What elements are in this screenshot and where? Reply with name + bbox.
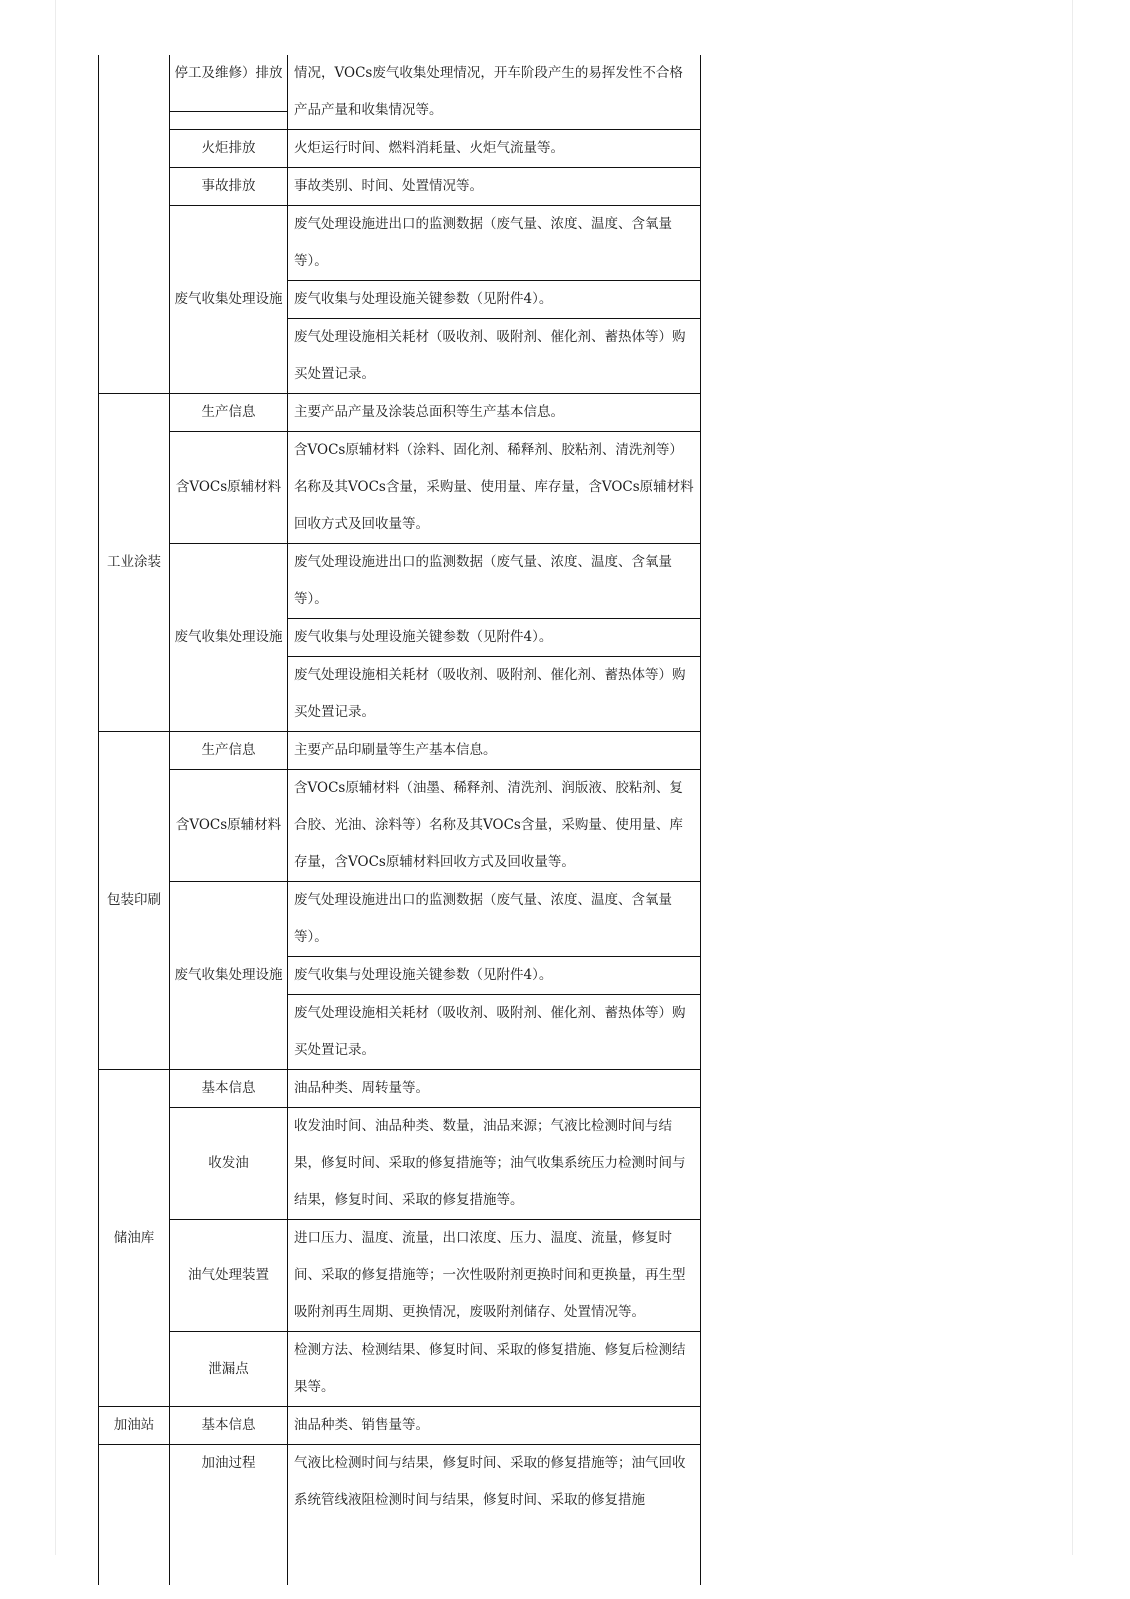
- table-row: [99, 732, 701, 770]
- table-row: [99, 130, 701, 168]
- content-cell: 主要产品印刷量等生产基本信息。: [288, 732, 701, 770]
- content-cell: 废气处理设施进出口的监测数据（废气量、浓度、温度、含氧量等）。: [288, 544, 701, 619]
- item-cell: 加油过程: [170, 1445, 288, 1585]
- category-cell: 包装印刷: [99, 732, 170, 1070]
- table-row: [99, 1220, 701, 1332]
- content-cell: 废气处理设施相关耗材（吸收剂、吸附剂、催化剂、蓄热体等）购买处置记录。: [288, 995, 701, 1070]
- content-cell: 气液比检测时间与结果，修复时间、采取的修复措施等；油气回收系统管线液阻检测时间与结果，修复时间、采取的修复措施: [288, 1445, 701, 1585]
- content-cell: 含VOCs原辅材料（涂料、固化剂、稀释剂、胶粘剂、清洗剂等）名称及其VOCs含量，采购量、使用量、库存量，含VOCs原辅材料回收方式及回收量等。: [288, 432, 701, 544]
- content-cell: 废气处理设施相关耗材（吸收剂、吸附剂、催化剂、蓄热体等）购买处置记录。: [288, 319, 701, 394]
- category-cell-continued: [99, 1445, 170, 1585]
- item-cell: 生产信息: [170, 732, 288, 770]
- content-cell: 进口压力、温度、流量，出口浓度、压力、温度、流量，修复时间、采取的修复措施等；一次性吸附剂更换时间和更换量，再生型吸附剂再生周期、更换情况，废吸附剂储存、处置情况等。: [288, 1220, 701, 1332]
- content-cell: 事故类别、时间、处置情况等。: [288, 168, 701, 206]
- table-row: [99, 544, 701, 619]
- page-edge-right: [1072, 0, 1073, 1555]
- item-cell: 废气收集处理设施: [170, 206, 288, 394]
- table-row: [99, 394, 701, 432]
- category-cell-continued: [99, 55, 170, 394]
- item-cell: 基本信息: [170, 1407, 288, 1445]
- category-cell: 加油站: [99, 1407, 170, 1445]
- item-cell: 含VOCs原辅材料: [170, 432, 288, 544]
- table-row: [99, 432, 701, 544]
- table-row: [99, 55, 701, 112]
- table-row: [99, 882, 701, 957]
- content-cell: 主要产品产量及涂装总面积等生产基本信息。: [288, 394, 701, 432]
- table-row: [99, 1070, 701, 1108]
- table-row: [99, 206, 701, 281]
- content-cell: 废气收集与处理设施关键参数（见附件4）。: [288, 957, 701, 995]
- voc-record-table: [98, 55, 701, 1585]
- item-cell: 停工及维修）排放: [170, 55, 288, 112]
- content-cell: 检测方法、检测结果、修复时间、采取的修复措施、修复后检测结果等。: [288, 1332, 701, 1407]
- page-edge-left: [55, 0, 56, 1555]
- table-row: [99, 168, 701, 206]
- table-row: [99, 1407, 701, 1445]
- table-row: [99, 1445, 701, 1585]
- content-cell: 废气处理设施进出口的监测数据（废气量、浓度、温度、含氧量等）。: [288, 882, 701, 957]
- table-row: [99, 770, 701, 882]
- item-cell: 收发油: [170, 1108, 288, 1220]
- item-cell: 废气收集处理设施: [170, 882, 288, 1070]
- item-cell: 基本信息: [170, 1070, 288, 1108]
- content-cell: 油品种类、销售量等。: [288, 1407, 701, 1445]
- item-cell: 事故排放: [170, 168, 288, 206]
- table-row: [99, 1108, 701, 1220]
- item-cell: 油气处理装置: [170, 1220, 288, 1332]
- item-cell: 废气收集处理设施: [170, 544, 288, 732]
- content-cell: 废气处理设施相关耗材（吸收剂、吸附剂、催化剂、蓄热体等）购买处置记录。: [288, 657, 701, 732]
- content-cell: 情况，VOCs废气收集处理情况，开车阶段产生的易挥发性不合格产品产量和收集情况等。: [288, 55, 701, 130]
- content-cell: 收发油时间、油品种类、数量，油品来源；气液比检测时间与结果，修复时间、采取的修复措施等；油气收集系统压力检测时间与结果，修复时间、采取的修复措施等。: [288, 1108, 701, 1220]
- category-cell: 储油库: [99, 1070, 170, 1407]
- content-cell: 含VOCs原辅材料（油墨、稀释剂、清洗剂、润版液、胶粘剂、复合胶、光油、涂料等）名称及其VOCs含量，采购量、使用量、库存量，含VOCs原辅材料回收方式及回收量等。: [288, 770, 701, 882]
- content-cell: 油品种类、周转量等。: [288, 1070, 701, 1108]
- content-cell: 废气收集与处理设施关键参数（见附件4）。: [288, 619, 701, 657]
- item-cell: 含VOCs原辅材料: [170, 770, 288, 882]
- category-cell: 工业涂装: [99, 394, 170, 732]
- content-cell: 火炬运行时间、燃料消耗量、火炬气流量等。: [288, 130, 701, 168]
- item-cell: 泄漏点: [170, 1332, 288, 1407]
- table-row: [99, 1332, 701, 1407]
- content-cell: 废气处理设施进出口的监测数据（废气量、浓度、温度、含氧量等）。: [288, 206, 701, 281]
- content-cell: 废气收集与处理设施关键参数（见附件4）。: [288, 281, 701, 319]
- item-cell: 生产信息: [170, 394, 288, 432]
- item-cell: 火炬排放: [170, 130, 288, 168]
- item-cell-empty: [170, 112, 288, 130]
